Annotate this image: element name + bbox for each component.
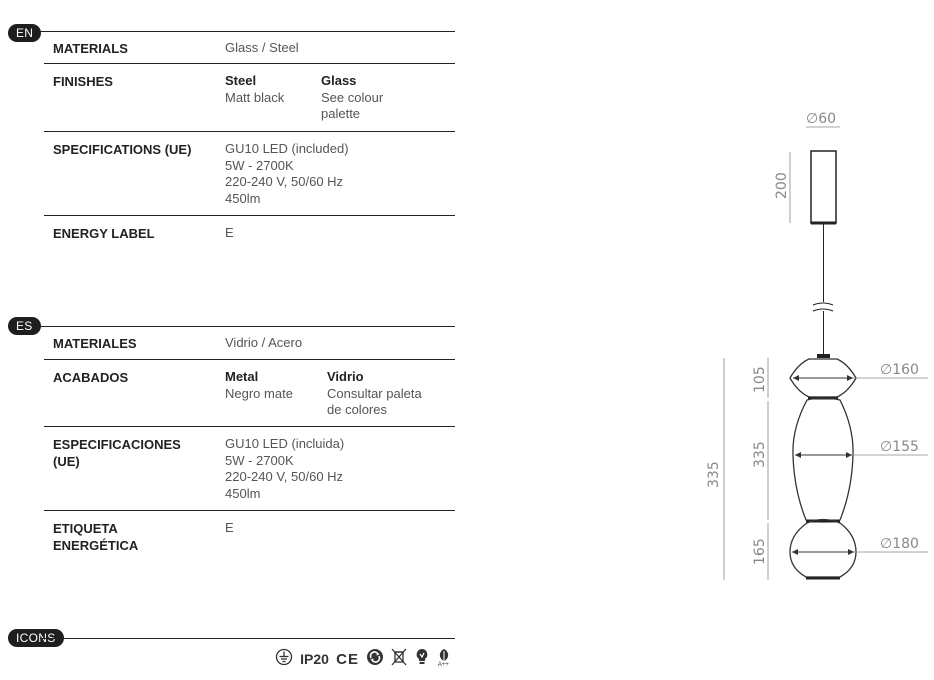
finish-col-value: Negro mate — [225, 385, 293, 401]
spec-line: 450lm — [225, 190, 261, 206]
spec-line: 5W - 2700K — [225, 157, 294, 173]
canopy-diameter-label: ∅60 — [806, 111, 837, 127]
spec-line: GU10 LED (included) — [225, 141, 349, 156]
finish-col-title: Glass — [321, 73, 357, 88]
dimension-diagram — [680, 90, 934, 590]
row-value: E — [225, 225, 234, 240]
lower-height-label: 165 — [752, 538, 768, 565]
finish-col-value: palette — [321, 106, 361, 121]
row-label: ENERGY LABEL — [53, 226, 155, 241]
finish-col-2 — [327, 369, 422, 419]
energy-class-label: A++ — [437, 662, 449, 668]
spec-line: 450lm — [225, 485, 261, 501]
spec-line: 5W - 2700K — [225, 452, 294, 468]
finish-col-value: Matt black — [225, 89, 285, 105]
row-label: MATERIALS — [53, 41, 128, 56]
bulb-icon — [415, 648, 429, 670]
es-section — [0, 318, 455, 578]
canopy-height-label: 200 — [774, 172, 790, 199]
row-label: MATERIALES — [53, 336, 137, 351]
lower-diameter-label: ∅180 — [880, 536, 919, 552]
row-value: Glass / Steel — [225, 40, 299, 55]
finish-col-value: Consultar paleta — [327, 385, 422, 401]
en-tag: EN — [8, 24, 41, 42]
canopy — [811, 151, 836, 223]
spec-lines — [225, 141, 349, 207]
finish-col-value: See colour — [321, 89, 384, 105]
es-row-especificaciones — [44, 427, 455, 511]
crossed-bin-icon — [391, 648, 407, 670]
finish-col-title: Steel — [225, 73, 257, 88]
es-tag: ES — [8, 317, 41, 335]
icons-tag: ICONS — [8, 629, 64, 647]
ce-mark-icon: CE — [336, 650, 359, 668]
row-label — [53, 436, 213, 470]
row-label — [53, 520, 213, 554]
finish-col-1 — [225, 369, 293, 402]
es-row-etiqueta — [44, 511, 455, 561]
certification-icons — [275, 648, 452, 670]
spec-line: GU10 LED (incluida) — [225, 436, 345, 451]
en-row-finishes — [44, 64, 455, 132]
recycle-icon — [366, 648, 384, 670]
row-label-line: ESPECIFICACIONES — [53, 437, 181, 452]
en-row-materials — [44, 31, 455, 64]
spec-line: 220-240 V, 50/60 Hz — [225, 174, 344, 189]
upper-height-label: 105 — [752, 366, 768, 393]
earth-ground-icon — [275, 648, 293, 670]
leaf-energy-icon — [436, 648, 452, 670]
es-row-materiales — [44, 326, 455, 360]
middle-glass — [793, 398, 853, 522]
finish-col-value: de colores — [327, 402, 387, 417]
total-height-label: 335 — [706, 461, 722, 488]
row-label-line: ENERGÉTICA — [53, 538, 139, 553]
finish-col-title: Vidrio — [327, 369, 364, 384]
finish-col-2 — [321, 73, 383, 123]
row-value: Vidrio / Acero — [225, 335, 303, 350]
spec-lines — [225, 436, 344, 502]
lower-glass — [790, 520, 856, 578]
row-label-line: (UE) — [53, 454, 80, 469]
spec-line: 220-240 V, 50/60 Hz — [225, 469, 344, 484]
middle-diameter-label: ∅155 — [880, 439, 919, 455]
upper-diameter-label: ∅160 — [880, 362, 919, 378]
en-row-specifications — [44, 132, 455, 216]
icons-header-line — [40, 638, 455, 639]
row-label: SPECIFICATIONS (UE) — [53, 142, 192, 157]
row-label-line: ETIQUETA — [53, 521, 118, 536]
es-row-acabados — [44, 360, 455, 427]
en-section — [0, 22, 455, 282]
finish-col-title: Metal — [225, 369, 259, 384]
middle-height-label: 335 — [752, 441, 768, 468]
en-row-energy-label — [44, 216, 455, 256]
row-label: FINISHES — [53, 74, 113, 89]
row-value: E — [225, 520, 234, 535]
ip20-label: IP20 — [300, 651, 329, 667]
row-label: ACABADOS — [53, 370, 129, 385]
finish-col-1 — [225, 73, 284, 106]
